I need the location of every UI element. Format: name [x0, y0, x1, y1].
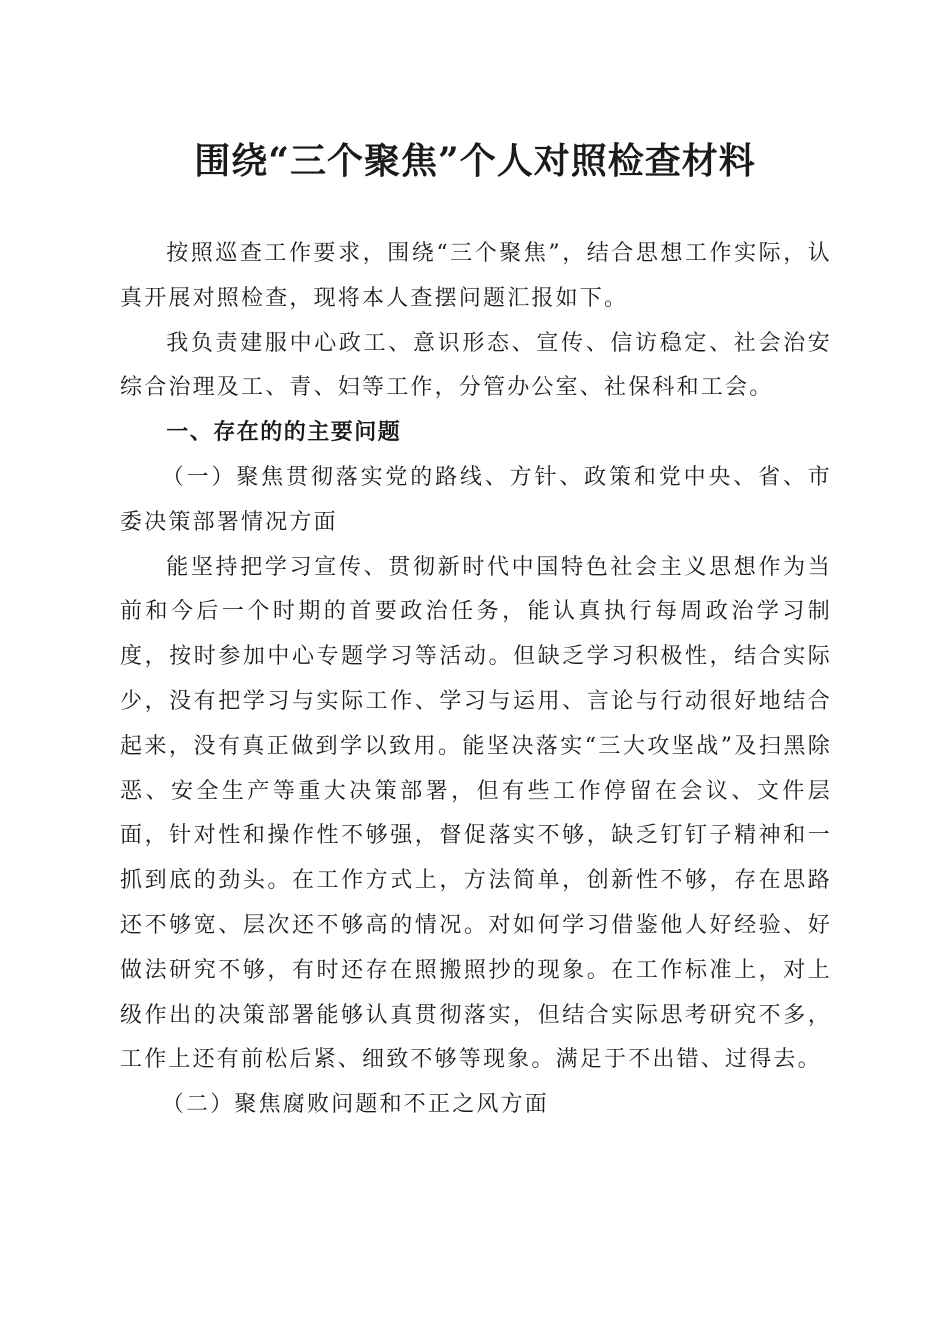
responsibility-paragraph: 我负责建服中心政工、意识形态、宣传、信访稳定、社会治安综合治理及工、青、妇等工作，分管办公室、社保科和工会。: [120, 330, 832, 401]
subsection-body-1: 能坚持把学习宣传、贯彻新时代中国特色社会主义思想作为当前和今后一个时期的首要政治任务，能认真执行每周政治学习制度，按时参加中心专题学习等活动。但缺乏学习积极性，结合实际少，没有把学习与实际工作、学习与运用、言论与行动很好地结合起来，没有真正做到学以致用。能坚决落实“三大攻坚战”及扫黑除恶、安全生产等重大决策部署，但有些工作停留在会议、文件层面，针对性和操作性不够强，督促落实不够，缺乏钉钉子精神和一抓到底的劲头。在工作方式上，方法简单，创新性不够，存在思路还不够宽、层次还不够高的情况。对如何学习借鉴他人好经验、好做法研究不够，有时还存在照搬照抄的现象。在工作标准上，对上级作出的决策部署能够认真贯彻落实，但结合实际思考研究不多，工作上还有前松后紧、细致不够等现象。满足于不出错、过得去。: [120, 554, 832, 1073]
section-heading: 一、存在的的主要问题: [166, 420, 402, 446]
document-title: 围绕“三个聚焦”个人对照检查材料: [194, 140, 756, 182]
subsection-heading-1: （一）聚焦贯彻落实党的路线、方针、政策和党中央、省、市委决策部署情况方面: [120, 464, 832, 535]
document-body: [120, 232, 832, 1128]
intro-paragraph: 按照巡查工作要求，围绕“三个聚焦”，结合思想工作实际，认真开展对照检查，现将本人查摆问题汇报如下。: [120, 241, 832, 311]
subsection-heading-2: （二）聚焦腐败问题和不正之风方面: [161, 1092, 549, 1118]
